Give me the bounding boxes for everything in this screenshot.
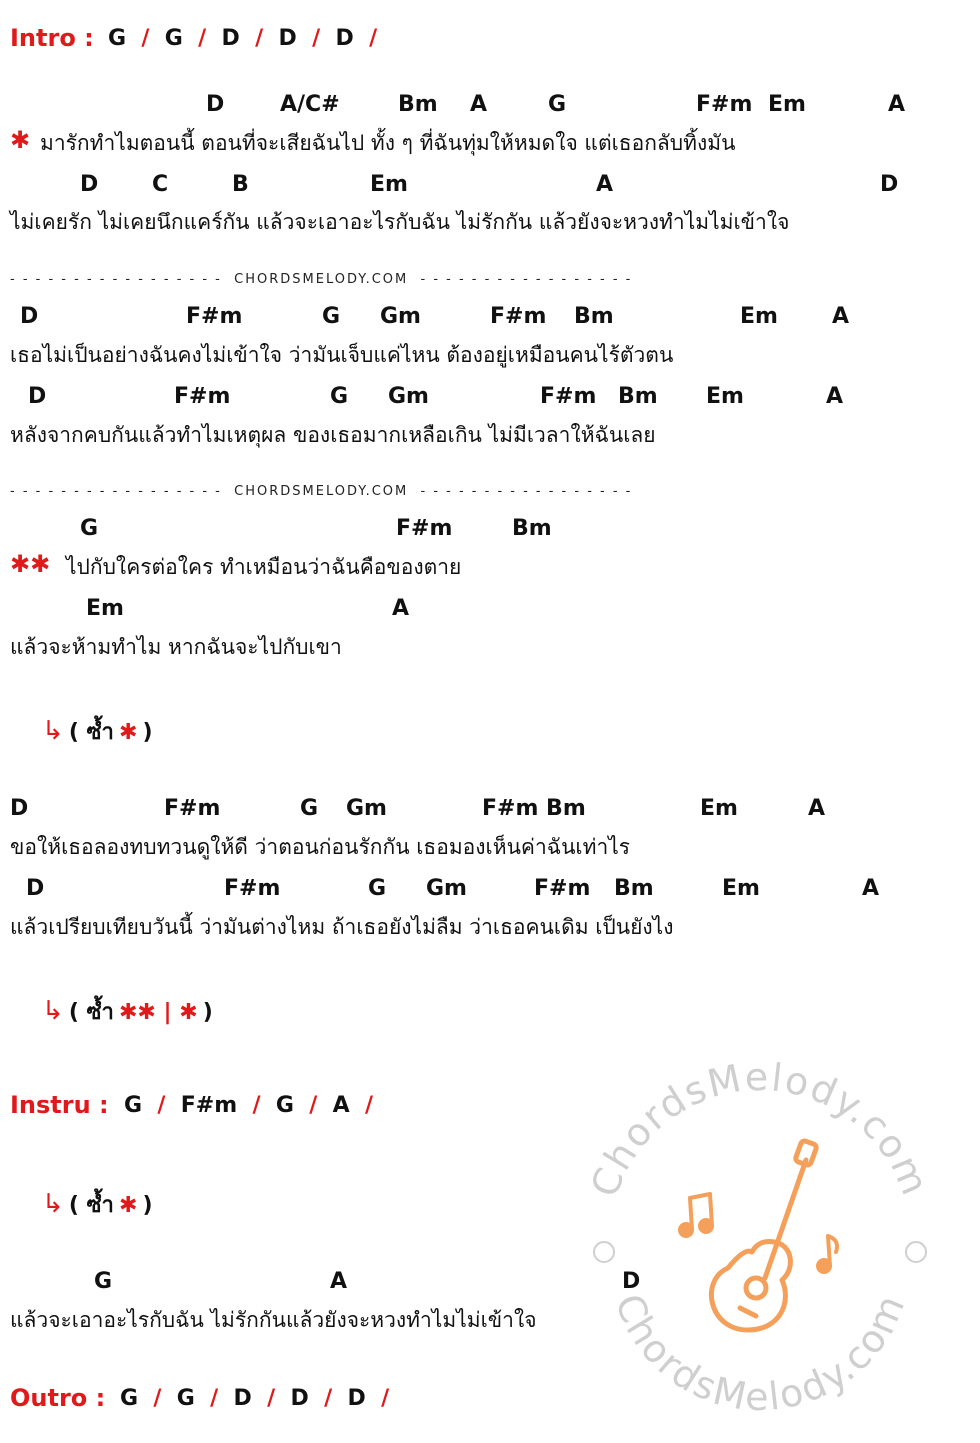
chord: Gm (388, 384, 429, 409)
intro-label: Intro : (10, 24, 94, 52)
repeat-marks: ✱ (118, 720, 138, 745)
chord: Em (86, 596, 124, 621)
chord: G (164, 26, 183, 51)
chord: Bm (398, 92, 438, 117)
chord: Bm (574, 304, 614, 329)
chord: D (278, 26, 297, 51)
repeat-close: ) (202, 1000, 213, 1025)
lyric-line: ไปกับใครต่อใคร ทำเหมือนว่าฉันคือของตาย (66, 555, 462, 579)
chord: D (622, 1269, 641, 1294)
separator-text: CHORDSMELODY.COM (234, 484, 409, 499)
chord: A (808, 796, 826, 821)
lyric-line: มารักทำไมตอนนี้ ตอนที่จะเสียฉันไป ทั้ง ๆ ที่ฉันทุ่มให้หมดใจ แต่เธอกลับทิ้งมัน (40, 131, 736, 155)
repeat-open: ( ซ้ำ (68, 1000, 114, 1025)
lyric-line: แล้วจะเอาอะไรกับฉัน ไม่รักกันแล้วยังจะหวงทำไมไม่เข้าใจ (10, 1308, 537, 1332)
chord: G (94, 1269, 113, 1294)
chord: F#m (540, 384, 597, 409)
chord: D (335, 26, 354, 51)
repeat-open: ( ซ้ำ (68, 720, 114, 745)
lyric-line: ไม่เคยรัก ไม่เคยนึกแคร์กัน แล้วจะเอาอะไรกับฉัน ไม่รักกัน แล้วยังจะหวงทำไมไม่เข้าใจ (10, 210, 790, 234)
music-note-icon (680, 1194, 837, 1272)
repeat-marks: ✱ (118, 1193, 138, 1218)
arrow-return-icon: ↳ (42, 996, 64, 1026)
chord: D (206, 92, 225, 117)
chord: D (20, 304, 39, 329)
repeat-instruction (42, 1187, 153, 1222)
chord: A (330, 1269, 348, 1294)
chord: C (152, 172, 169, 197)
repeat-marks: ✱✱ | ✱ (118, 1000, 198, 1025)
repeat-open: ( ซ้ำ (68, 1193, 114, 1218)
chord: Gm (346, 796, 387, 821)
chord: F#m (174, 384, 231, 409)
chord: Bm (512, 516, 552, 541)
chord: A (826, 384, 844, 409)
separator-text: CHORDSMELODY.COM (234, 272, 409, 287)
chord: A (596, 172, 614, 197)
repeat-instruction (42, 714, 153, 749)
arrow-return-icon: ↳ (42, 716, 64, 746)
guitar-icon (711, 1140, 817, 1330)
chord: D (233, 1386, 252, 1411)
chord: F#m (696, 92, 753, 117)
chord: A (332, 1093, 350, 1118)
chord: F#m (224, 876, 281, 901)
arrow-return-icon: ↳ (42, 1189, 64, 1219)
outro-chords: G / G / D / D / D / (120, 1386, 390, 1411)
chord: G (124, 1093, 143, 1118)
lyric-line: ขอให้เธอลองทบทวนดูให้ดี ว่าตอนก่อนรักกัน เธอมองเห็นค่าฉันเท่าไร (10, 835, 631, 859)
repeat-close: ) (142, 1193, 153, 1218)
intro-chords: G / G / D / D / D / (108, 26, 378, 51)
section-marker: ✱ (10, 126, 31, 154)
chord: G (300, 796, 319, 821)
chord: D (221, 26, 240, 51)
chord: D (880, 172, 899, 197)
chord: Em (722, 876, 760, 901)
chord: A (832, 304, 850, 329)
chord: G (322, 304, 341, 329)
outro-line (10, 1384, 105, 1412)
outro-label: Outro : (10, 1384, 106, 1412)
section-marker: ✱✱ (10, 550, 51, 578)
chord: D (347, 1386, 366, 1411)
chord: D (290, 1386, 309, 1411)
intro-line (10, 24, 94, 52)
chord: A (392, 596, 410, 621)
separator: - - - - - - - - - - - - - - - - - CHORDSMELODY.COM - - - - - - - - - - - - - - - - - (10, 272, 633, 287)
chord: Em (740, 304, 778, 329)
chord: F#m (534, 876, 591, 901)
chord: Em (370, 172, 408, 197)
chord: B (232, 172, 249, 197)
chord: Gm (426, 876, 467, 901)
watermark-text-bottom: ChordsMelody.com (606, 1287, 914, 1420)
chord: F#m (164, 796, 221, 821)
chord: F#m (186, 304, 243, 329)
lyric-line: แล้วจะห้ามทำไม หากฉันจะไปกับเขา (10, 635, 342, 659)
chord: G (108, 26, 127, 51)
chord: Gm (380, 304, 421, 329)
chord: G (80, 516, 99, 541)
chord: Bm (618, 384, 658, 409)
chord: Em (706, 384, 744, 409)
instru-label: Instru : (10, 1091, 109, 1119)
chord: Em (768, 92, 806, 117)
watermark-text-top: ChordsMelody.com (582, 1054, 938, 1203)
instru-line (10, 1091, 109, 1119)
chord: F#m Bm (482, 796, 586, 821)
chordsmelody-watermark (560, 1030, 960, 1430)
chord: D (10, 796, 29, 821)
instru-chords: G / F#m / G / A / (124, 1093, 374, 1118)
lyric-line: เธอไม่เป็นอย่างฉันคงไม่เข้าใจ ว่ามันเจ็บแค่ไหน ต้องอยู่เหมือนคนไร้ตัวตน (10, 343, 674, 367)
chord: A (888, 92, 906, 117)
chord: Bm (614, 876, 654, 901)
chord: G (120, 1386, 139, 1411)
chord: F#m (396, 516, 453, 541)
lyric-line: แล้วเปรียบเทียบวันนี้ ว่ามันต่างไหม ถ้าเธอยังไม่ลืม ว่าเธอคนเดิม เป็นยังไง (10, 915, 674, 939)
chord: A (862, 876, 880, 901)
chord: D (28, 384, 47, 409)
chord: G (548, 92, 567, 117)
chord: F#m (180, 1093, 238, 1118)
chord: D (26, 876, 45, 901)
chord: Em (700, 796, 738, 821)
separator: - - - - - - - - - - - - - - - - - CHORDSMELODY.COM - - - - - - - - - - - - - - - - - (10, 484, 633, 499)
chord: G (368, 876, 387, 901)
chord: G (275, 1093, 294, 1118)
chord: G (330, 384, 349, 409)
chord: D (80, 172, 99, 197)
chord: G (176, 1386, 195, 1411)
repeat-close: ) (142, 720, 153, 745)
chord: F#m (490, 304, 547, 329)
chord: A/C# (280, 92, 340, 117)
repeat-instruction (42, 994, 213, 1029)
lyric-line: หลังจากคบกันแล้วทำไมเหตุผล ของเธอมากเหลือเกิน ไม่มีเวลาให้ฉันเลย (10, 423, 656, 447)
chord: A (470, 92, 488, 117)
